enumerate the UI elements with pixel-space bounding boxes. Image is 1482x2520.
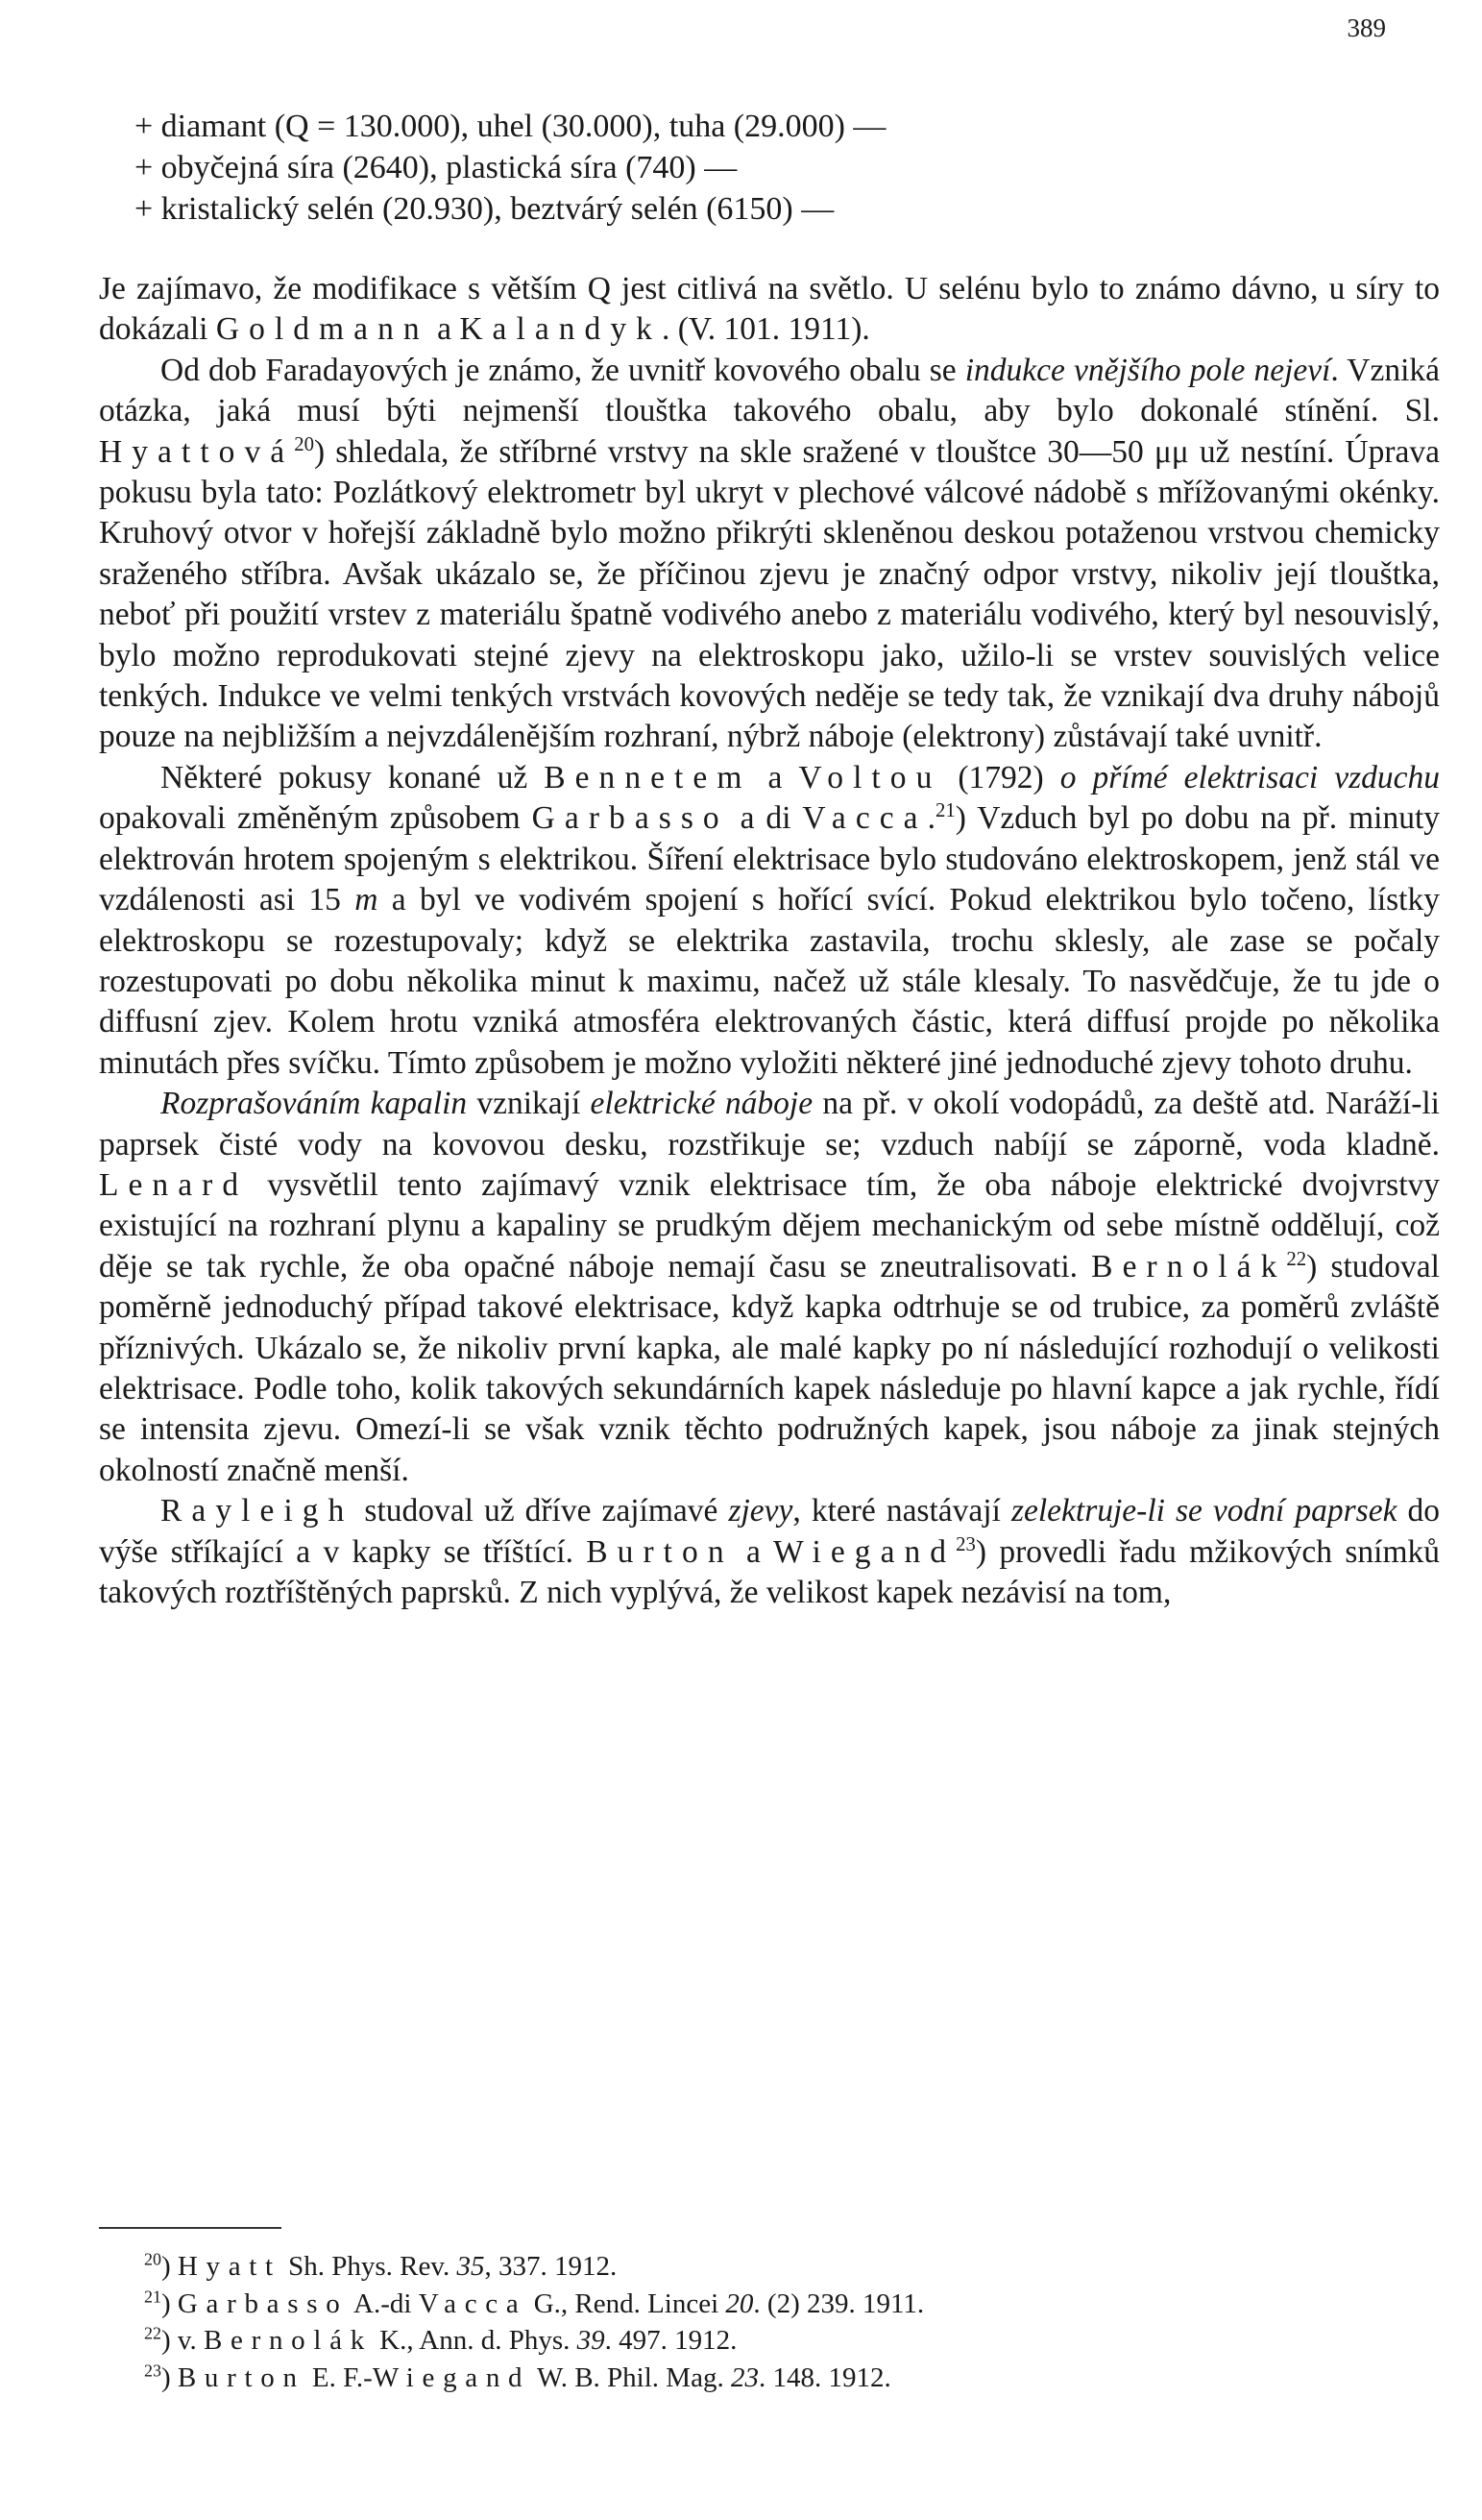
emphasis-text: zjevy <box>728 1493 793 1529</box>
author-name: Lenard <box>99 1166 249 1203</box>
text-run: Některé pokusy konané už <box>160 759 545 795</box>
footnote-divider <box>99 2227 281 2229</box>
series-line: + kristalický selén (20.930), beztvárý selén (6150) — <box>134 191 835 227</box>
footnote-ref: 21 <box>935 799 956 822</box>
text-run: na př. v okolí vodopádů, za deště atd. Naráží-li paprsek čisté vody na kovovou desku, rozstřikuje se; vzduch nabíjí se záporně, voda kladně. <box>99 1086 1440 1162</box>
author-name: Voltou <box>798 759 942 795</box>
author-name: Wiegand <box>773 1533 957 1570</box>
author-name: Kalandyk <box>459 311 662 348</box>
text-run: A.-di <box>348 2288 419 2319</box>
author-name: Bennetem <box>544 759 752 795</box>
paragraph <box>99 351 1440 758</box>
text-run: a <box>428 311 460 348</box>
text-run: , 337. 1912. <box>484 2251 618 2282</box>
footnote-line <box>144 2248 924 2286</box>
text-run: a <box>733 1533 774 1570</box>
series-line: + diamant (Q = 130.000), uhel (30.000), tuha (29.000) — <box>134 109 887 144</box>
text-run: ) shledala, že stříbrné vrstvy na skle sražené v tlouštce 30—50 μμ už nestíní. Úprava pokusu byla tato: Pozlátkový elektrometr byl ukryt v plechové válcové nádobě s mřížovanými okénky. Kruhový otvor v hořejší základně bylo možno přikrýti skleněnou deskou potaženou vrstvou chemicky sraženého stříbra. Avšak ukázalo se, že příčinou zjevu je značný odpor vrstvy, nikoliv její tlouštka, neboť při použití vrstev z materiálu špatně vodivého anebo z materiálu vodivého, který byl nesouvislý, bylo možno reprodukovati stejné zjevy na elektroskopu jako, užilo-li se vrstev souvislých velice tenkých. Indukce ve velmi tenkých vrstvách kovových neděje se tedy tak, že vznikají dva druhy nábojů pouze na nejbližším a nejvzdálenějším rozhraní, nýbrž náboje (elektrony) zůstávají také uvnitř. <box>99 433 1440 755</box>
emphasis-text: 23 <box>730 2361 759 2393</box>
author-name: Vacca <box>802 800 928 837</box>
text-run: ) v. <box>160 2325 204 2356</box>
text-run: a <box>751 759 799 795</box>
text-run: ) studoval poměrně jednoduchý případ takové elektrisace, když kapka odtrhuje se od trubice, za poměrů zvláště příznivých. Ukázalo se, že nikoliv první kapka, ale malé kapky po ní následující rozhodují o velikosti elektrisace. Podle toho, kolik takových sekundárních kapek následuje po hlavní kapce a jak rychle, řídí se intensita zjevu. Omezí-li se však vznik těchto podružných kapek, jsou náboje za jinak stejných okolností značně menší. <box>99 1248 1440 1488</box>
text-run: ) <box>160 2361 178 2393</box>
text-run: . Vzniká otázka, jaká musí býti nejmenší tlouštka takového obalu, aby bylo dokonalé stínění. Sl. <box>99 352 1441 429</box>
emphasis-text: o přímé elektrisaci vzduchu <box>1059 759 1440 795</box>
emphasis-text: 20 <box>725 2288 754 2319</box>
footnote-line <box>144 2360 924 2397</box>
text-run: studoval už dříve zajímavé <box>353 1493 729 1529</box>
footnote-line <box>144 2322 924 2360</box>
text-run: W. B. Phil. Mag. <box>530 2361 731 2393</box>
text-run: ) <box>160 2288 178 2319</box>
text-run: vysvětlil tento zajímavý vznik elektrisace tím, že oba náboje elektrické dvojvrstvy existující na rozhraní plynu a kapaliny se prudkým dějem mechanickým od sebe místně oddělují, což děje se tak rychle, že oba opačné náboje nemají času se zneutralisovati. <box>99 1166 1440 1284</box>
text-run: . 497. 1912. <box>604 2325 738 2356</box>
body-text <box>99 269 1440 1613</box>
footnote-ref: 23 <box>144 2360 161 2380</box>
text-run: a byl ve vodivém spojení s hořící svící. Pokud elektrikou bylo točeno, lístky elektroskopu se rozestupovaly; když se elektrika zastavila, trochu sklesly, ale zase se počaly rozestupovati po dobu několika minut k maximu, načež už stále klesaly. To nasvědčuje, že tu jde o diffusní zjev. Kolem hrotu vzniká atmosféra elektrovaných částic, která diffusí projde po několika minutách přes svíčku. Tímto způsobem je možno vyložiti některé jiné jednoduché zjevy tohoto druhu. <box>99 882 1440 1081</box>
footnote-ref: 21 <box>144 2286 161 2306</box>
author-name: Vacca <box>418 2288 527 2319</box>
text-run: Je zajímavo, že modifikace s větším Q jest citlivá na světlo. U selénu bylo to známo dávno, u síry to dokázali <box>99 271 1440 348</box>
text-run: (1792) <box>941 759 1060 795</box>
author-name: Burton <box>586 1533 734 1570</box>
modification-series <box>134 106 1287 230</box>
author-name: Bernolák <box>204 2325 373 2356</box>
author-name: Garbasso <box>531 800 729 837</box>
paragraph <box>99 269 1440 351</box>
text-run: , které nastávají <box>792 1493 1011 1529</box>
footnote-ref: 22 <box>144 2323 161 2343</box>
text-run: a di <box>728 800 803 837</box>
text-run: G., Rend. Lincei <box>526 2288 726 2319</box>
text-run: do výše stříkající a v kapky se tříštící. <box>99 1493 1440 1570</box>
emphasis-text: Rozprašováním kapalin <box>160 1086 468 1122</box>
footnote-ref: 20 <box>294 432 314 455</box>
text-run: . (V. 101. 1911). <box>661 311 870 348</box>
emphasis-text: indukce vnějšího pole nejeví <box>964 352 1331 388</box>
author-name: Hyatt <box>177 2251 281 2282</box>
text-run: Od dob Faradayových je známo, že uvnitř kovového obalu se <box>160 352 965 388</box>
paragraph <box>99 758 1440 1084</box>
series-line: + obyčejná síra (2640), plastická síra (740) — <box>134 150 738 185</box>
author-name: Goldmann <box>215 311 429 348</box>
author-name: Burton <box>177 2361 305 2393</box>
footnote-ref: 20 <box>144 2249 161 2269</box>
text-run: E. F.- <box>304 2361 373 2393</box>
text-run: . 148. 1912. <box>758 2361 891 2393</box>
emphasis-text: elektrické náboje <box>590 1086 814 1122</box>
paragraph <box>99 1084 1440 1491</box>
text-run: ) <box>160 2251 178 2282</box>
author-name: Bernolák <box>1091 1248 1287 1284</box>
emphasis-text: 39 <box>576 2325 605 2356</box>
text-run: K., Ann. d. Phys. <box>372 2325 577 2356</box>
footnote-ref: 22 <box>1286 1247 1307 1270</box>
footnote-ref: 23 <box>956 1532 976 1555</box>
footnotes <box>144 2248 924 2396</box>
emphasis-text: m <box>354 882 378 918</box>
text-run: ) provedli řadu mžikových snímků takových roztříštěných paprsků. Z nich vyplývá, že velikost kapek nezávisí na tom, <box>99 1533 1441 1610</box>
paragraph <box>99 1491 1440 1613</box>
author-name: Hyattová <box>99 433 295 470</box>
page-number: 389 <box>1347 13 1386 42</box>
author-name: Wiegand <box>372 2361 531 2393</box>
emphasis-text: zelektruje-li se vodní paprsek <box>1010 1493 1397 1529</box>
author-name: Garbasso <box>177 2288 349 2319</box>
text-run: . <box>927 800 935 837</box>
text-run: opakovali změněným způsobem <box>99 800 532 837</box>
emphasis-text: 35 <box>456 2251 485 2282</box>
author-name: Rayleigh <box>160 1493 354 1529</box>
text-run: vznikají <box>467 1086 591 1122</box>
footnote-line <box>144 2286 924 2323</box>
text-run: ) Vzduch byl po dobu na př. minuty elektrován hrotem spojeným s elektrikou. Šíření elektrisace bylo studováno elektroskopem, jenž stál ve vzdálenosti asi 15 <box>99 800 1440 918</box>
text-run: . (2) 239. 1911. <box>753 2288 925 2319</box>
text-run: Sh. Phys. Rev. <box>280 2251 457 2282</box>
